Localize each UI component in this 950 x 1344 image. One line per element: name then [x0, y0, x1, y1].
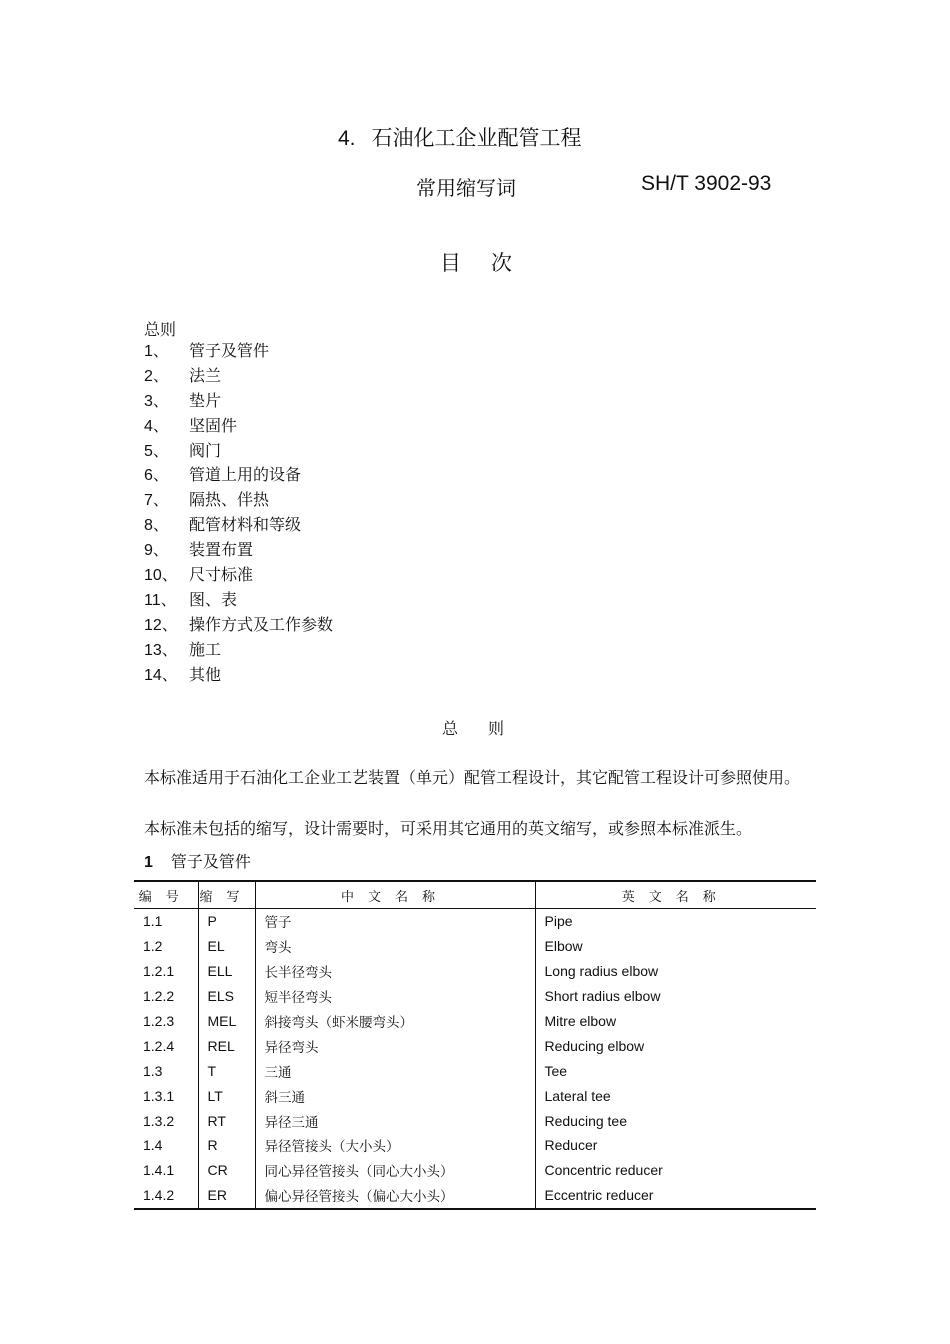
toc-item-label: 装置布置: [189, 540, 254, 560]
table-row: [134, 1058, 816, 1083]
toc-item: [144, 616, 333, 641]
toc-item-number: 13、: [144, 641, 178, 659]
cell-number: 1.3: [143, 1062, 163, 1079]
header-english-name: 英文名称: [535, 881, 816, 909]
table-row: [134, 1009, 816, 1034]
cell-number: 1.2.2: [143, 988, 175, 1005]
toc-item-label: 尺寸标准: [189, 565, 254, 585]
cell-english-name: Concentric reducer: [535, 1158, 816, 1183]
toc-item-label: 坚固件: [189, 415, 238, 435]
toc-item-number: 3、: [144, 392, 169, 410]
cell-abbreviation: T: [198, 1058, 255, 1083]
table-row: [134, 1083, 816, 1108]
toc-heading: 目次: [440, 251, 542, 275]
cell-number: 1.2.3: [143, 1013, 175, 1029]
cell-number: 1.4: [143, 1137, 163, 1154]
table-row: [134, 1108, 816, 1133]
toc-item: [144, 442, 333, 467]
document-subtitle: 常用缩写词: [416, 176, 516, 200]
toc-item-label: 其他: [189, 664, 222, 684]
cell-abbreviation: ELL: [198, 959, 255, 984]
standard-code: SH/T 3902-93: [641, 172, 772, 195]
toc-list: [144, 342, 333, 690]
toc-item-number: 11、: [144, 591, 177, 609]
toc-item: [144, 591, 333, 616]
toc-general-item: 总则: [144, 320, 177, 339]
table-header-row: [134, 881, 816, 909]
toc-item-label: 施工: [189, 639, 222, 659]
toc-item-number: 4、: [144, 417, 169, 435]
cell-number: 1.2.1: [143, 963, 175, 980]
table-row: [134, 1033, 816, 1058]
general-heading: 总则: [442, 719, 535, 738]
toc-item-label: 阀门: [189, 440, 222, 460]
cell-abbreviation: RT: [198, 1108, 255, 1133]
cell-abbreviation: ELS: [198, 984, 255, 1009]
toc-item-label: 管子及管件: [189, 341, 270, 360]
cell-abbreviation: P: [198, 909, 255, 934]
cell-chinese-name: 异径弯头: [255, 1033, 535, 1058]
toc-item-label: 垫片: [189, 390, 222, 410]
toc-item: [144, 491, 333, 516]
table-row: [134, 959, 816, 984]
toc-item-number: 5、: [144, 442, 169, 460]
cell-chinese-name: 斜接弯头（虾米腰弯头）: [255, 1009, 535, 1034]
cell-english-name: Long radius elbow: [535, 959, 816, 984]
cell-chinese-name: 管子: [255, 909, 535, 934]
toc-item-label: 配管材料和等级: [189, 515, 302, 535]
cell-number: 1.2.4: [143, 1037, 175, 1054]
cell-abbreviation: MEL: [198, 1009, 255, 1034]
table-row: [134, 1183, 816, 1209]
toc-item-number: 1、: [144, 343, 169, 360]
section-number: 1: [144, 854, 153, 871]
cell-english-name: Pipe: [535, 909, 816, 934]
toc-item-number: 14、: [144, 666, 178, 684]
cell-chinese-name: 同心异径管接头（同心大小头）: [255, 1158, 535, 1183]
toc-item: [144, 367, 333, 392]
toc-item: [144, 641, 333, 666]
toc-item-number: 8、: [144, 517, 169, 535]
toc-item: [144, 417, 333, 442]
cell-chinese-name: 短半径弯头: [255, 984, 535, 1009]
cell-abbreviation: LT: [198, 1083, 255, 1108]
cell-english-name: Reducer: [535, 1133, 816, 1158]
toc-item: [144, 666, 333, 691]
cell-english-name: Tee: [535, 1058, 816, 1083]
table-row: [134, 984, 816, 1009]
general-paragraph-scope: 本标准适用于石油化工企业工艺装置（单元）配管工程设计，其它配管工程设计可参照使用。: [144, 768, 801, 787]
toc-item-label: 操作方式及工作参数: [189, 614, 334, 634]
cell-english-name: Reducing tee: [535, 1108, 816, 1133]
cell-chinese-name: 斜三通: [255, 1083, 535, 1108]
title-text: 石油化工企业配管工程: [371, 126, 582, 150]
header-number: 编号: [134, 881, 198, 909]
cell-english-name: Short radius elbow: [535, 984, 816, 1009]
cell-number: 1.3.1: [143, 1087, 175, 1104]
toc-item-number: 9、: [144, 542, 169, 560]
table-body: [134, 909, 816, 1209]
toc-item: [144, 566, 333, 591]
cell-number: 1.3.2: [143, 1112, 175, 1129]
toc-item-label: 管道上用的设备: [189, 465, 302, 485]
toc-item-number: 12、: [144, 616, 178, 634]
cell-number: 1.2: [143, 938, 163, 955]
toc-item-number: 10、: [144, 567, 178, 585]
toc-item: [144, 342, 333, 367]
toc-item: [144, 541, 333, 566]
cell-english-name: Lateral tee: [535, 1083, 816, 1108]
toc-item: [144, 392, 333, 417]
cell-number: 1.1: [143, 913, 163, 930]
cell-chinese-name: 异径三通: [255, 1108, 535, 1133]
cell-abbreviation: EL: [198, 934, 255, 959]
header-chinese-name: 中文名称: [255, 881, 535, 909]
document-title: [338, 122, 582, 152]
table-row: [134, 1158, 816, 1183]
cell-english-name: Reducing elbow: [535, 1033, 816, 1058]
header-abbreviation: 缩写: [198, 881, 255, 909]
cell-abbreviation: CR: [198, 1158, 255, 1183]
table-row: [134, 934, 816, 959]
section-title: 管子及管件: [170, 852, 251, 871]
toc-item-number: 2、: [144, 367, 169, 385]
cell-abbreviation: R: [198, 1133, 255, 1158]
toc-item-label: 隔热、伴热: [189, 490, 270, 510]
toc-item: [144, 516, 333, 541]
cell-english-name: Eccentric reducer: [535, 1183, 816, 1209]
general-paragraph-extension: 本标准未包括的缩写，设计需要时，可采用其它通用的英文缩写，或参照本标准派生。: [144, 819, 753, 838]
cell-english-name: Mitre elbow: [535, 1009, 816, 1034]
cell-chinese-name: 三通: [255, 1058, 535, 1083]
cell-chinese-name: 偏心异径管接头（偏心大小头）: [255, 1183, 535, 1209]
cell-english-name: Elbow: [535, 934, 816, 959]
cell-number: 1.4.2: [143, 1187, 175, 1204]
table-row: [134, 1133, 816, 1158]
cell-chinese-name: 弯头: [255, 934, 535, 959]
abbreviation-table: [134, 880, 816, 1210]
table-row: [134, 909, 816, 934]
cell-number: 1.4.1: [143, 1162, 175, 1179]
cell-chinese-name: 异径管接头（大小头）: [255, 1133, 535, 1158]
toc-item-number: 7、: [144, 492, 169, 510]
toc-item-number: 6、: [144, 467, 169, 485]
section-heading: [144, 849, 251, 872]
cell-abbreviation: REL: [198, 1033, 255, 1058]
cell-chinese-name: 长半径弯头: [255, 959, 535, 984]
title-number: 4.: [338, 127, 356, 150]
toc-item: [144, 466, 333, 491]
cell-abbreviation: ER: [198, 1183, 255, 1209]
toc-item-label: 图、表: [189, 589, 238, 609]
toc-item-label: 法兰: [189, 365, 222, 385]
